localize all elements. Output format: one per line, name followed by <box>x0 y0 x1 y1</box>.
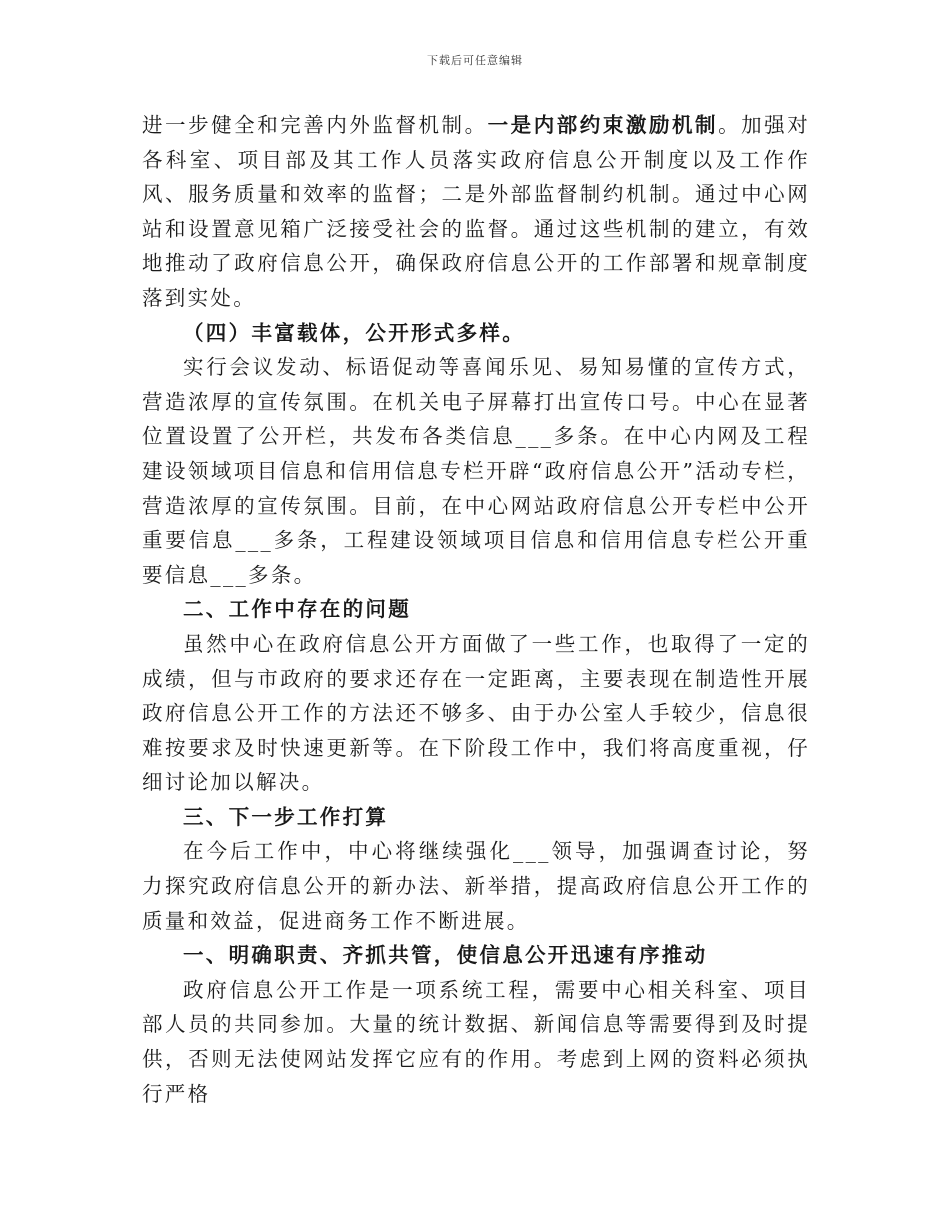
bold-phrase: 一是内部约束激励机制 <box>487 113 719 137</box>
paragraph-text: 进一步健全和完善内外监督机制。 <box>142 113 488 137</box>
paragraph-problems: 虽然中心在政府信息公开方面做了一些工作，也取得了一定的成绩，但与市政府的要求还存在一定距离，主要表现在制造性开展政府信息公开工作的方法还不够多、由于办公室人手较少，信息很难按要求及时快速更新等。在下阶段工作中，我们将高度重视，仔细讨论加以解决。 <box>142 631 810 795</box>
paragraph-publicity: 实行会议发动、标语促动等喜闻乐见、易知易懂的宣传方式，营造浓厚的宣传氛围。在机关电子屏幕打出宣传口号。中心在显著位置设置了公开栏，共发布各类信息___多条。在中心内网及工程建设领域项目信息和信用信息专栏开辟“政府信息公开”活动专栏，营造浓厚的宣传氛围。目前，在中心网站政府信息公开专栏中公开重要信息___多条，工程建设领域项目信息和信用信息专栏公开重要信息___多条。 <box>142 355 810 587</box>
page-header: 下载后可任意编辑 <box>427 54 523 67</box>
document-body <box>142 108 810 1111</box>
section-heading-responsibilities: 一、明确职责、齐抓共管，使信息公开迅速有序推动 <box>183 943 708 968</box>
section-heading-next-steps: 三、下一步工作打算 <box>183 804 389 829</box>
section-heading-four: （四）丰富载体，公开形式多样。 <box>183 320 525 345</box>
paragraph-responsibilities: 政府信息公开工作是一项系统工程，需要中心相关科室、项目部人员的共同参加。大量的统计数据、新闻信息等需要得到及时提供，否则无法使网站发挥它应有的作用。考虑到上网的资料必须执行严格 <box>142 977 810 1106</box>
paragraph-supervision <box>142 108 810 316</box>
paragraph-next-steps: 在今后工作中，中心将继续强化___领导，加强调查讨论，努力探究政府信息公开的新办法、新举措，提高政府信息公开工作的质量和效益，促进商务工作不断进展。 <box>142 839 810 933</box>
paragraph-text: 。加强对各科室、项目部及其工作人员落实政府信息公开制度以及工作作风、服务质量和效率的监督；二是外部监督制约机制。通过中心网站和设置意见箱广泛接受社会的监督。通过这些机制的建立，有效地推动了政府信息公开，确保政府信息公开的工作部署和规章制度落到实处。 <box>142 113 811 310</box>
section-heading-problems: 二、工作中存在的问题 <box>183 597 411 622</box>
